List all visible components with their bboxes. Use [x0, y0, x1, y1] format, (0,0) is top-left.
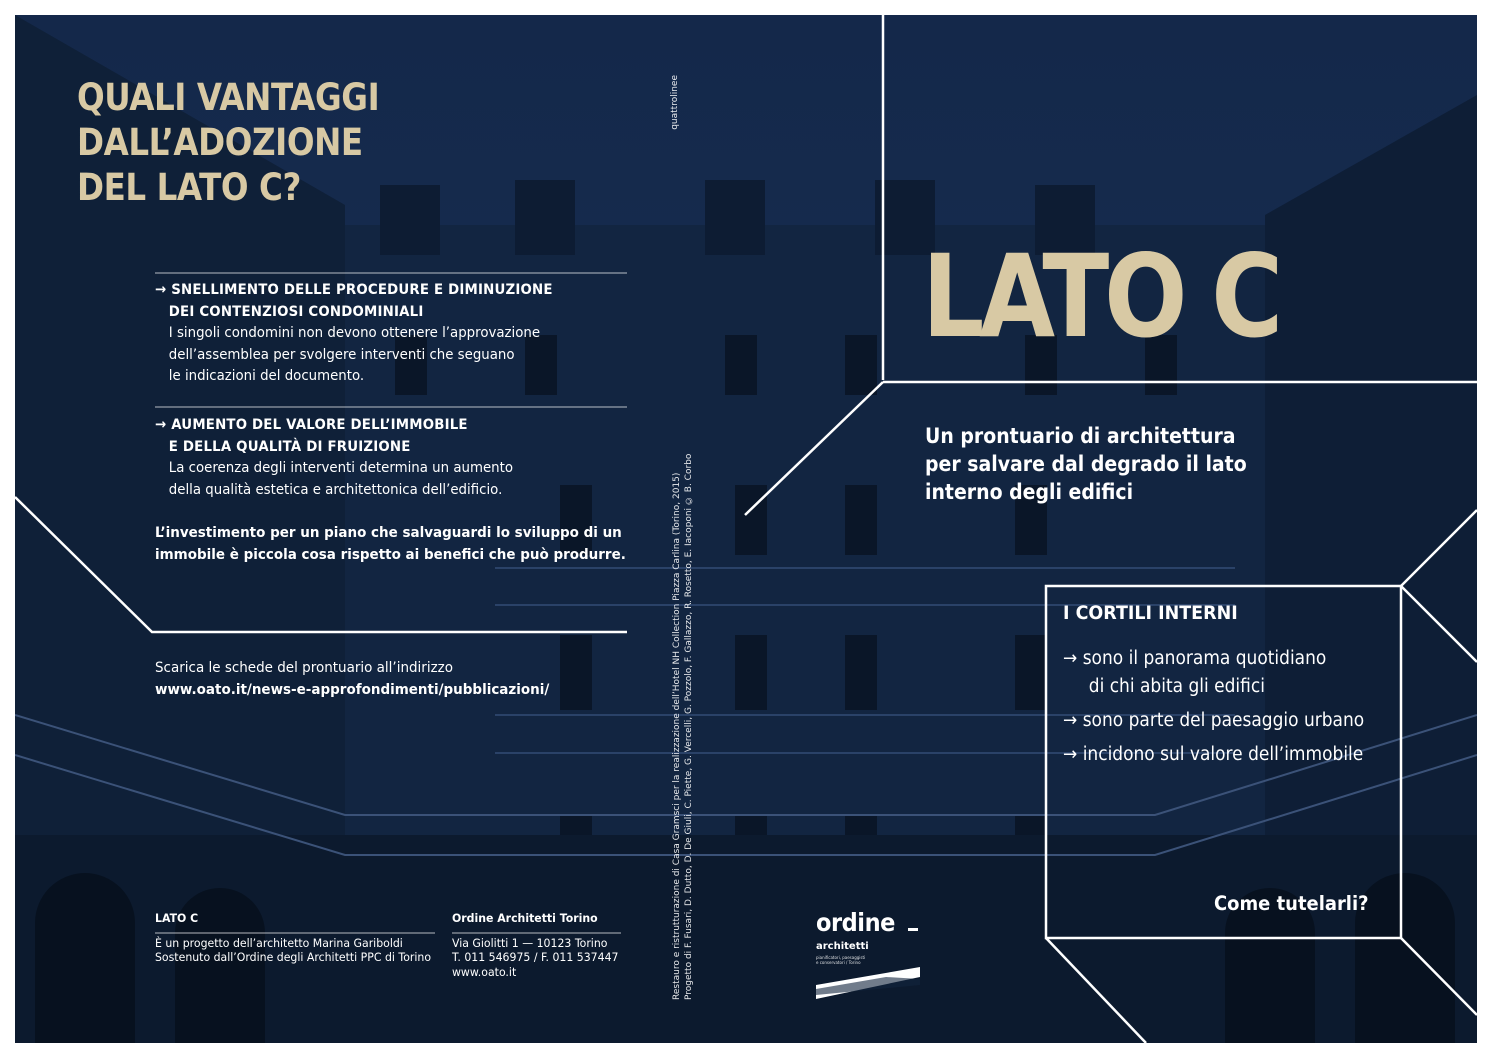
benefit-simplification [155, 280, 553, 388]
benefit-1-body-line-3: le indicazioni del documento. [168, 368, 365, 384]
arrow-icon: → [155, 417, 167, 433]
credit-designer: quattrolinee [670, 75, 680, 130]
list-item: → sono parte del paesaggio urbano [1063, 710, 1365, 731]
arrow-icon: → [1063, 648, 1078, 669]
investment-line-1: L’investimento per un piano che salvaguardi lo sviluppo di un [155, 525, 622, 541]
arrow-icon: → [155, 282, 167, 298]
cover-subtitle-line-2: per salvare dal degrado il lato [925, 452, 1247, 476]
list-item: → incidono sul valore dell’immobile [1063, 744, 1364, 765]
benefit-1-body-line-1: I singoli condomini non devono ottenere l’approvazione [168, 325, 541, 341]
download-text: Scarica le schede del prontuario all’indirizzo [155, 660, 454, 676]
cta-question: Come tutelarli? [1214, 892, 1369, 915]
cover-subtitle-line-1: Un prontuario di architettura [925, 424, 1236, 448]
poster [15, 15, 1477, 1043]
ordine-logo-word: ordine [816, 908, 895, 937]
benefit-value-increase [155, 415, 513, 501]
download-link[interactable]: www.oato.it/news-e-approfondimenti/pubblicazioni/ [155, 682, 550, 698]
investment-statement [155, 522, 626, 566]
ordine-logo-sub: architetti [816, 941, 869, 952]
footer-project [155, 911, 431, 965]
credit-line-1: Restauro e ristrutturazione di Casa Gramsci per la realizzazione dell’Hotel NH Collection Piazza Carlina (Torino, 2015) [672, 472, 682, 1000]
cover-subtitle-line-3: interno degli edifici [925, 480, 1134, 504]
benefit-1-heading-line-1: SNELLIMENTO DELLE PROCEDURE E DIMINUZIONE [171, 282, 553, 298]
investment-line-2: immobile è piccola cosa rispetto ai benefici che può produrre. [155, 547, 626, 563]
benefit-2-body-line-1: La coerenza degli interventi determina un aumento [168, 460, 514, 476]
cover-subtitle [925, 422, 1247, 506]
benefit-1-body-line-2: dell’assemblea per svolgere interventi che seguano [168, 346, 515, 363]
download-info [155, 657, 549, 701]
list-item: → sono il panorama quotidiano di chi abita gli edifici [1063, 648, 1327, 697]
footer-order-heading: Ordine Architetti Torino [452, 911, 598, 925]
logo-underscore [908, 928, 918, 931]
credit-line-2: Progetto di F. Fusari, D. Dutto, D. De Giuli, C. Piette, G. Vercelli, G. Pozzolo, F. Gallazzo, R. Rosetto, E. Iacoponi © B. Corbo [684, 453, 694, 1000]
left-title-line-1: QUALI VANTAGGI [77, 76, 380, 119]
arrow-icon: → [1063, 744, 1078, 765]
courtyards-box-title: I CORTILI INTERNI [1063, 602, 1238, 624]
footer-project-line-2: Sostenuto dall’Ordine degli Architetti PPC di Torino [155, 950, 432, 964]
left-title-line-2: DALL’ADOZIONE [77, 121, 363, 164]
ordine-logo-small: pianificatori, paesaggisti e conservatori / Torino [816, 955, 866, 965]
benefit-2-heading-line-1: AUMENTO DEL VALORE DELL’IMMOBILE [171, 417, 468, 433]
ordine-logo-mark-icon [816, 965, 920, 1001]
footer-order-website[interactable]: www.oato.it [452, 964, 517, 979]
footer-order-phone: T. 011 546975 / F. 011 537447 [452, 950, 619, 964]
footer-order-address: Via Giolitti 1 — 10123 Torino [452, 935, 608, 950]
arrow-icon: → [1063, 710, 1078, 731]
courtyards-list [1063, 645, 1364, 775]
cover-title: LATO C [922, 230, 1279, 363]
benefit-2-body-line-2: della qualità estetica e architettonica dell’edificio. [168, 481, 503, 498]
footer-order [452, 911, 618, 979]
left-title [77, 75, 379, 210]
benefit-2-heading-line-2: E DELLA QUALITÀ DI FRUIZIONE [168, 438, 411, 455]
footer-project-heading: LATO C [155, 911, 199, 925]
left-title-line-3: DEL LATO C? [77, 166, 301, 209]
benefit-1-heading-line-2: DEI CONTENZIOSI CONDOMINIALI [168, 303, 424, 320]
footer-project-line-1: È un progetto dell’architetto Marina Gariboldi [155, 935, 403, 950]
